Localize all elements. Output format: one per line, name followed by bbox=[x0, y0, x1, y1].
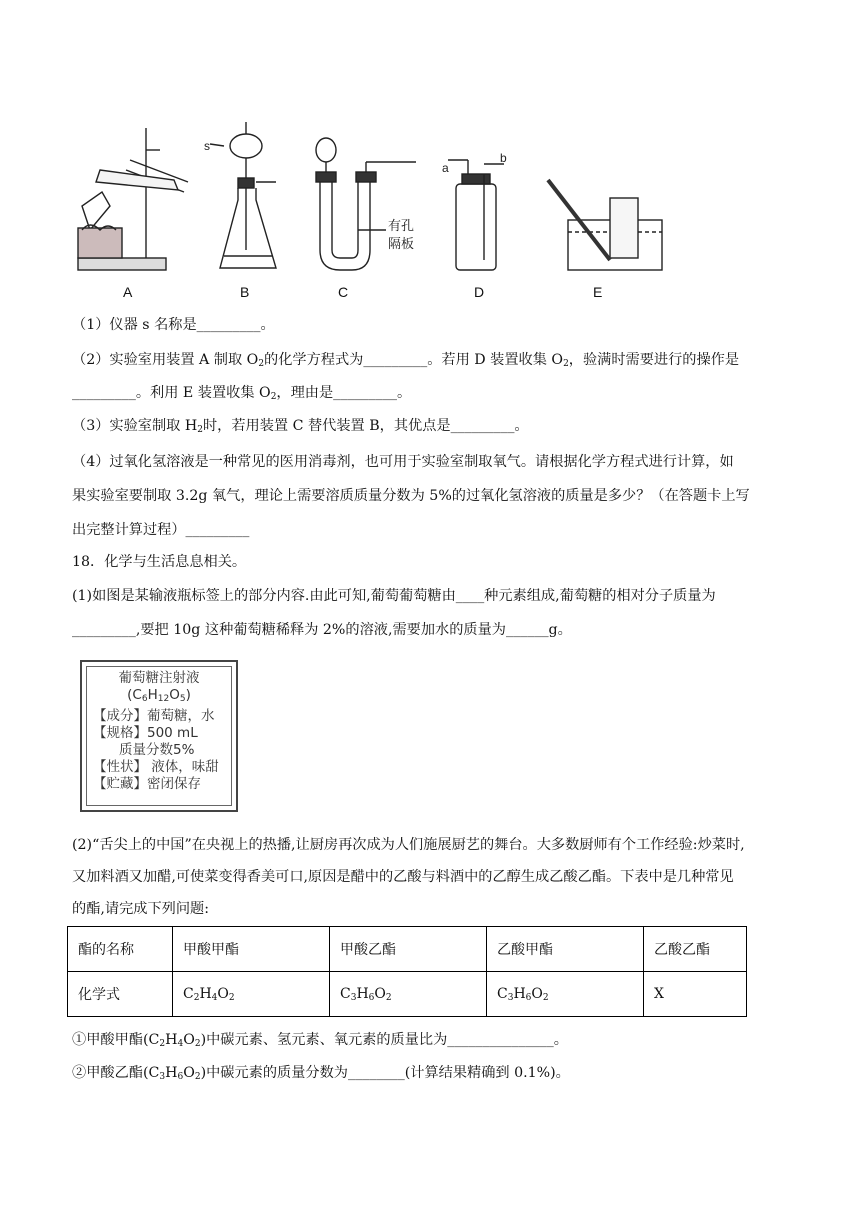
table-header-name: 酯的名称 bbox=[68, 927, 173, 972]
table-cell: 乙酸甲酯 bbox=[487, 927, 644, 972]
apparatus-letter-a: A bbox=[123, 284, 133, 300]
q18-part2-line3: 的酯,请完成下列问题: bbox=[72, 901, 209, 917]
apparatus-letter-c: C bbox=[338, 284, 349, 300]
table-cell: 乙酸乙酯 bbox=[644, 927, 747, 972]
hole-label-1: 有孔 bbox=[388, 219, 415, 234]
apparatus-b-drawing bbox=[210, 122, 276, 268]
q18-part2-line1: (2)“舌尖上的中国”在央视上的热播,让厨房再次成为人们施展厨艺的舞台。大多数厨师有个工作经验:炒菜时, bbox=[72, 837, 745, 853]
label-spec: 【规格】500 mL bbox=[93, 725, 198, 741]
q17-part3: （3）实验室制取 $H_2$时，若用装置 C 替代装置 B，其优点是_________。 bbox=[72, 418, 529, 435]
table-cell: 甲酸甲酯 bbox=[173, 927, 330, 972]
q17-part2-line2: _________。利用 E 装置收集 $O_2$，理由是_________。 bbox=[72, 385, 412, 402]
q18-title: 18．化学与生活息息相关。 bbox=[72, 554, 247, 570]
label-title: 葡萄糖注射液 bbox=[118, 670, 200, 686]
q17-part4-line2: 果实验室要制取 3.2g 氧气，理论上需要溶质质量分数为 5%的过氧化氢溶液的质量是多少？（在答题卡上写 bbox=[72, 488, 750, 504]
table-cell: 甲酸乙酯 bbox=[330, 927, 487, 972]
table-cell: X bbox=[644, 972, 747, 1017]
q18-part1-line1: (1)如图是某输液瓶标签上的部分内容.由此可知,葡萄葡萄糖由____种元素组成,葡萄糖的相对分子质量为 bbox=[72, 588, 716, 604]
table-cell: $C_3H_6O_2$ bbox=[330, 972, 487, 1017]
apparatus-letter-e: E bbox=[593, 284, 603, 300]
apparatus-d-drawing bbox=[448, 160, 504, 270]
q17-part4-line1: （4）过氧化氢溶液是一种常见的医用消毒剂，也可用于实验室制取氧气。请根据化学方程式进行计算，如 bbox=[72, 454, 734, 470]
infusion-label-image bbox=[80, 660, 238, 812]
q18-sub2: ②甲酸乙酯$(C_3H_6O_2)$中碳元素的质量分数为________(计算结果精确到 0.1%)。 bbox=[72, 1065, 570, 1082]
apparatus-letter-b: B bbox=[240, 284, 250, 300]
label-storage: 【贮藏】密闭保存 bbox=[93, 776, 201, 792]
apparatus-figure bbox=[70, 120, 670, 280]
label-ingredients: 【成分】葡萄糖，水 bbox=[93, 708, 215, 724]
table-row bbox=[68, 972, 747, 1017]
q18-part2-line2: 又加料酒又加醋,可使菜变得香美可口,原因是醋中的乙酸与料酒中的乙醇生成乙酸乙酯。下表中是几种常见 bbox=[72, 869, 734, 885]
table-cell: $C_3H_6O_2$ bbox=[487, 972, 644, 1017]
ester-table bbox=[67, 926, 747, 1017]
label-properties: 【性状】 液体，味甜 bbox=[93, 759, 219, 775]
table-cell: $C_2H_4O_2$ bbox=[173, 972, 330, 1017]
table-row bbox=[68, 927, 747, 972]
q17-part1: （1）仪器 s 名称是_________。 bbox=[72, 317, 275, 333]
apparatus-e-drawing bbox=[548, 180, 662, 270]
q18-sub1: ①甲酸甲酯$(C_2H_4O_2)$中碳元素、氢元素、氧元素的质量比为_______________。 bbox=[72, 1032, 568, 1049]
apparatus-a-drawing bbox=[78, 128, 188, 270]
q18-part1-line2: _________,要把 10g 这种葡萄糖稀释为 2%的溶液,需要加水的质量为______g。 bbox=[72, 622, 572, 638]
table-header-formula: 化学式 bbox=[68, 972, 173, 1017]
apparatus-a-label: a bbox=[442, 161, 449, 175]
q17-part2-line1: （2）实验室用装置 A 制取 $O_2$的化学方程式为_________。若用 D 装置收集 $O_2$，验满时需要进行的操作是 bbox=[72, 352, 740, 369]
label-formula: $(C_6H_{12}O_5)$ bbox=[127, 687, 191, 704]
label-concentration: 质量分数5% bbox=[119, 742, 195, 758]
hole-label-2: 隔板 bbox=[388, 237, 415, 252]
apparatus-s-label: s bbox=[204, 139, 210, 153]
apparatus-letter-d: D bbox=[474, 284, 485, 300]
q17-part4-line3: 出完整计算过程）_________ bbox=[72, 522, 250, 538]
apparatus-b-label: b bbox=[500, 151, 507, 165]
